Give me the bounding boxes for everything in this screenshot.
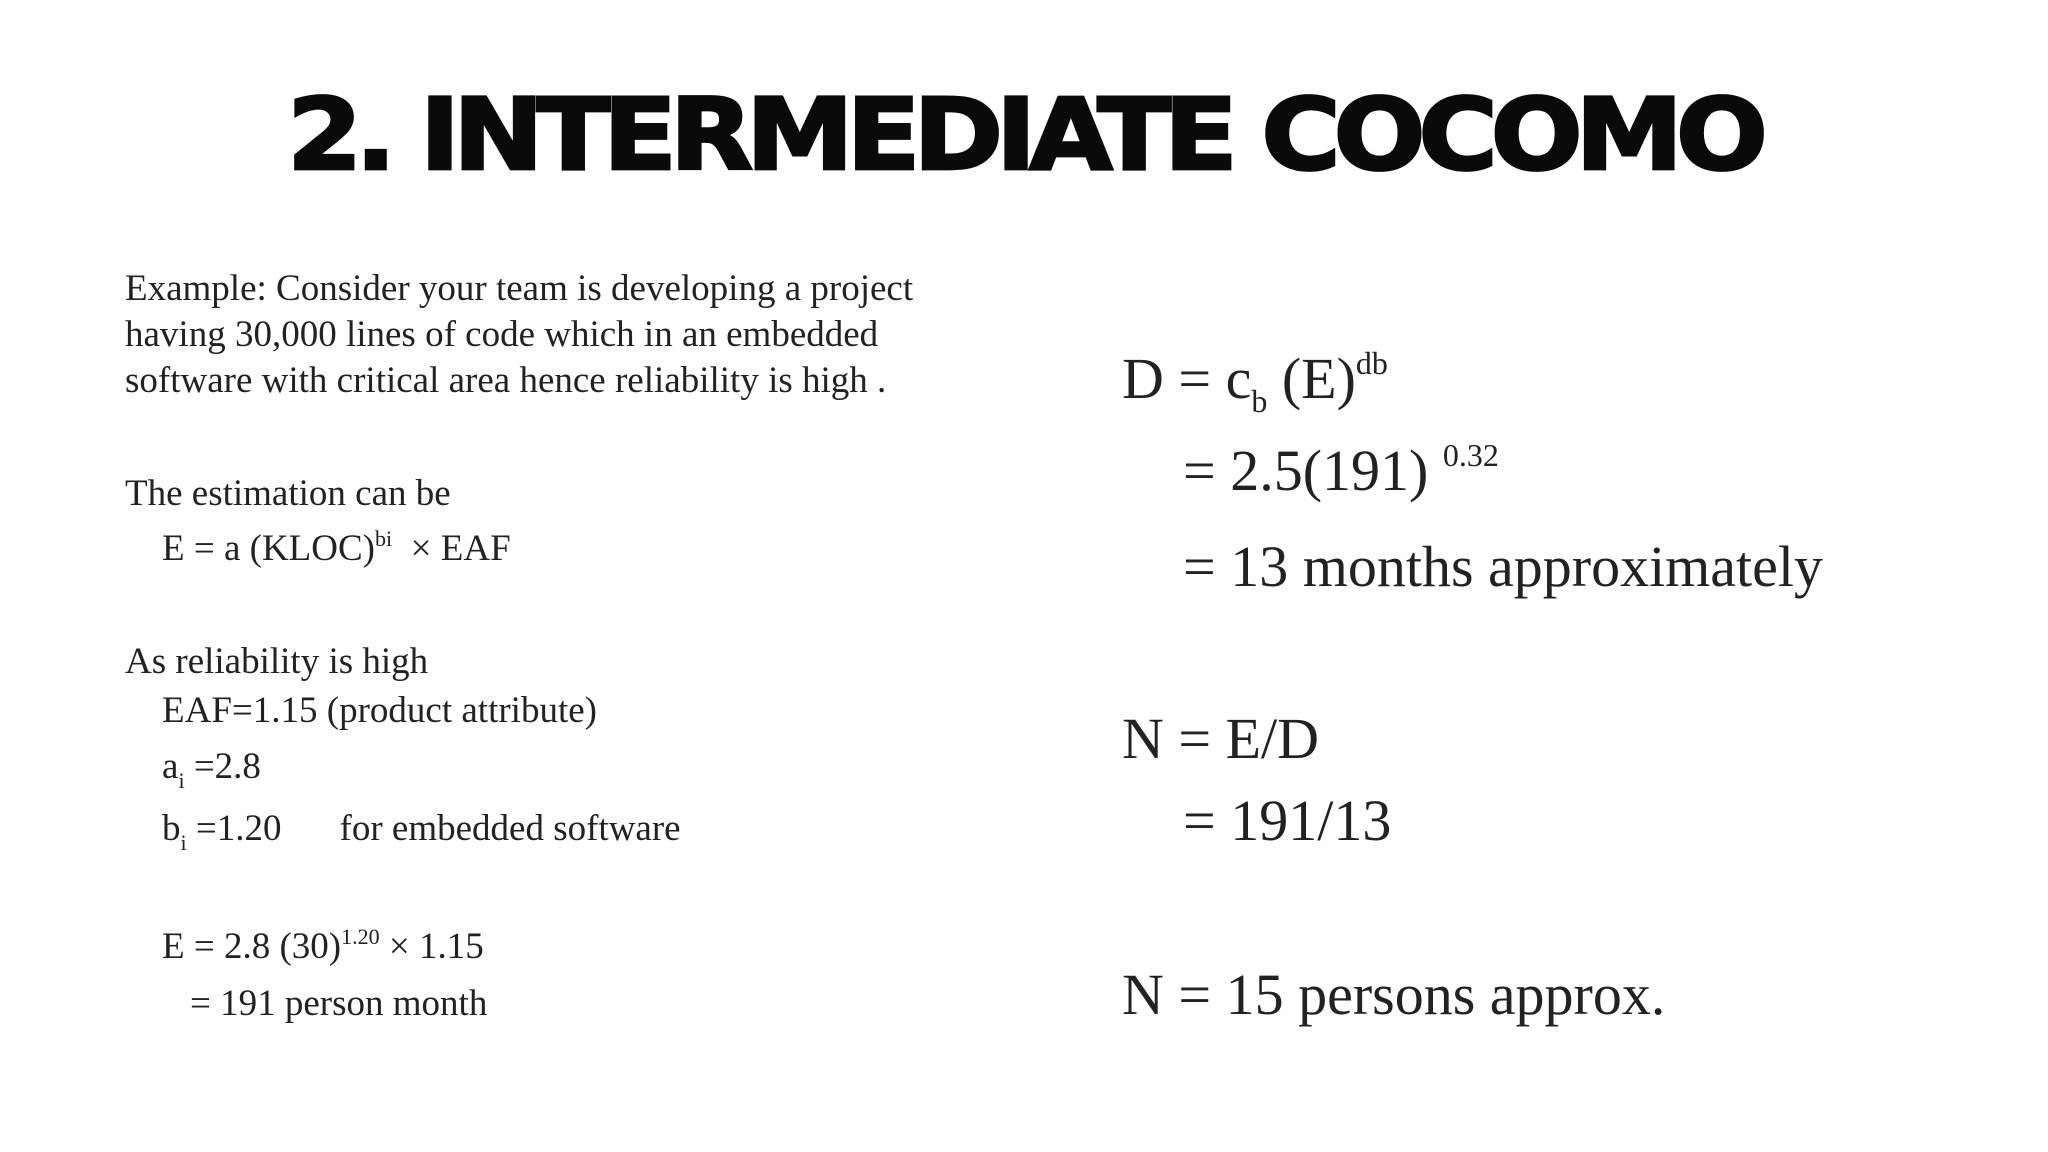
effort-calculation: [162, 924, 484, 967]
intro-line: having 30,000 lines of code which in an embedded: [125, 314, 879, 355]
staff-formula: N = E/D: [1122, 706, 1320, 771]
slide-title: 2. INTERMEDIATE COCOMO: [287, 78, 1761, 194]
a-var: a: [162, 746, 179, 787]
d-step-text: = 2.5(191): [1183, 438, 1429, 503]
d-step-sup: 0.32: [1442, 437, 1499, 473]
b-var: b: [162, 808, 181, 849]
calc-prefix: E = 2.8 (30): [162, 926, 342, 967]
b-value: =1.20: [195, 808, 282, 849]
d-sub: b: [1251, 383, 1268, 419]
effort-formula: [162, 526, 511, 569]
a-value: =2.8: [193, 746, 261, 787]
effort-formula-prefix: E = a (KLOC): [162, 528, 376, 569]
eaf-line: EAF=1.15 (product attribute): [162, 690, 597, 731]
b-sub: i: [180, 830, 187, 855]
staff-step: = 191/13: [1183, 788, 1392, 853]
d-mid: (E): [1281, 346, 1356, 411]
effort-formula-exponent: bi: [375, 526, 393, 551]
example-paragraph: [125, 266, 1005, 404]
calc-exponent: 1.20: [341, 924, 380, 949]
estimation-heading: The estimation can be: [125, 473, 451, 514]
duration-step: [1183, 437, 1499, 503]
duration-result: = 13 months approximately: [1183, 534, 1824, 599]
reliability-heading: As reliability is high: [125, 641, 429, 682]
d-sup: db: [1355, 345, 1388, 381]
a-sub: i: [178, 768, 185, 793]
b-note: for embedded software: [339, 808, 681, 849]
d-lhs: D = c: [1122, 346, 1252, 411]
calc-suffix: × 1.15: [388, 926, 484, 967]
intro-line: Example: Consider your team is developing a project: [125, 268, 914, 309]
effort-result: = 191 person month: [190, 983, 488, 1024]
duration-formula: [1122, 345, 1388, 419]
a-coefficient-line: [162, 746, 261, 793]
b-coefficient-line: [162, 808, 681, 855]
effort-formula-suffix: × EAF: [410, 528, 511, 569]
intro-line: software with critical area hence reliability is high .: [125, 360, 887, 401]
staff-result: N = 15 persons approx.: [1122, 962, 1666, 1027]
